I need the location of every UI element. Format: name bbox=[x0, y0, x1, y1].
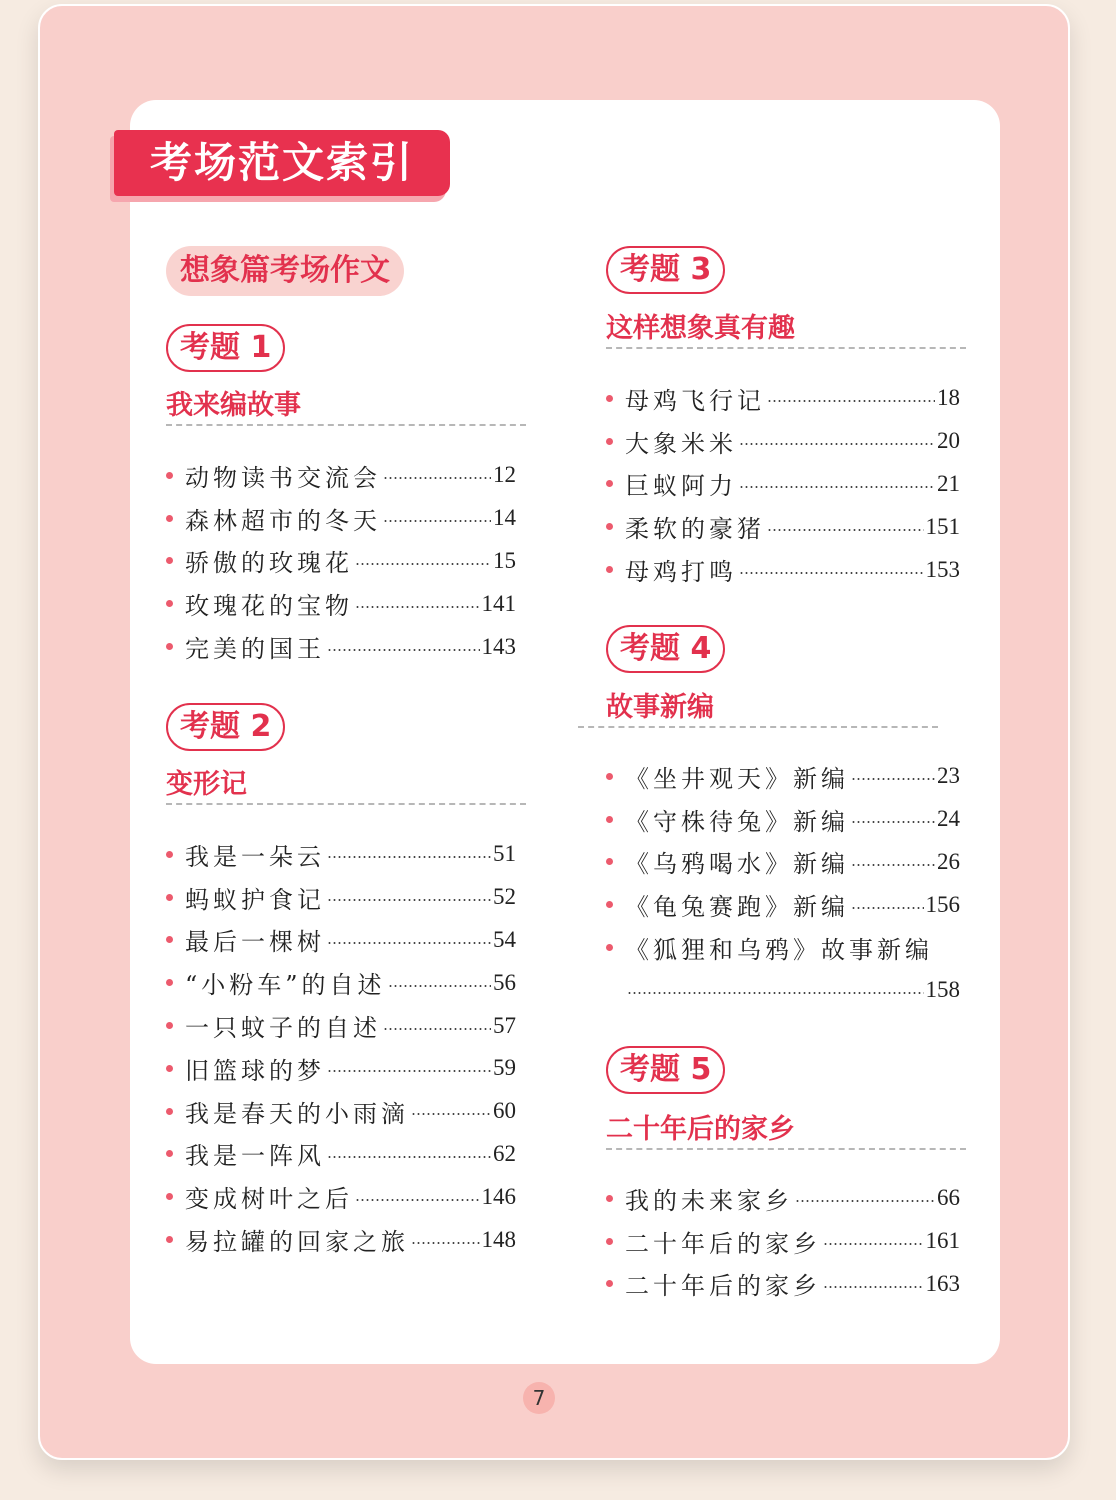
entry-page: 60 bbox=[493, 1098, 516, 1124]
entry-title: 我是春天的小雨滴 bbox=[185, 1099, 409, 1128]
bullet-icon bbox=[606, 1195, 613, 1202]
leader-dots bbox=[823, 1286, 924, 1288]
section-heading: 想象篇考场作文 bbox=[166, 246, 404, 296]
entry-page: 23 bbox=[937, 763, 960, 789]
toc-item[interactable] bbox=[166, 876, 516, 919]
entry-page: 141 bbox=[481, 590, 516, 616]
bullet-icon bbox=[166, 1108, 173, 1115]
entry-page: 59 bbox=[493, 1055, 516, 1081]
topic-2-list bbox=[166, 833, 516, 1261]
leader-dots bbox=[851, 778, 935, 780]
entry-title: 变成树叶之后 bbox=[185, 1185, 353, 1214]
entry-page: 54 bbox=[493, 926, 516, 952]
entry-title: 母鸡飞行记 bbox=[625, 386, 765, 415]
entry-page: 146 bbox=[481, 1183, 516, 1209]
entry-title: 《坐井观天》新编 bbox=[625, 764, 849, 793]
toc-item[interactable] bbox=[606, 926, 960, 969]
entry-title: 骄傲的玫瑰花 bbox=[185, 549, 353, 578]
bullet-icon bbox=[606, 523, 613, 530]
entry-page: 20 bbox=[937, 428, 960, 454]
toc-item[interactable] bbox=[606, 883, 960, 926]
bullet-icon bbox=[166, 472, 173, 479]
leader-dots bbox=[327, 942, 491, 944]
toc-item[interactable] bbox=[606, 1220, 960, 1263]
entry-page: 12 bbox=[493, 462, 516, 488]
toc-item[interactable] bbox=[606, 463, 960, 506]
entry-title: 我是一朵云 bbox=[185, 842, 325, 871]
entry-title: 《守株待兔》新编 bbox=[625, 807, 849, 836]
leader-dots bbox=[851, 864, 935, 866]
entry-title: 动物读书交流会 bbox=[185, 463, 381, 492]
topic-1-badge: 考题 1 bbox=[166, 324, 285, 372]
bullet-icon bbox=[166, 851, 173, 858]
bullet-icon bbox=[166, 979, 173, 986]
entry-page: 18 bbox=[937, 385, 960, 411]
entry-page: 24 bbox=[937, 806, 960, 832]
topic-3-subtitle: 这样想象真有趣 bbox=[606, 309, 966, 349]
bullet-icon bbox=[166, 515, 173, 522]
topic-4-subtitle: 故事新编 bbox=[578, 688, 938, 728]
leader-dots bbox=[851, 907, 924, 909]
bullet-icon bbox=[606, 395, 613, 402]
entry-title: 易拉罐的回家之旅 bbox=[185, 1228, 409, 1257]
bullet-icon bbox=[606, 1238, 613, 1245]
entry-title: 旧篮球的梦 bbox=[185, 1056, 325, 1085]
leader-dots bbox=[327, 856, 491, 858]
leader-dots bbox=[739, 443, 935, 445]
entry-page: 161 bbox=[925, 1228, 960, 1254]
entry-title: 森林超市的冬天 bbox=[185, 506, 381, 535]
entry-title: 我的未来家乡 bbox=[625, 1186, 793, 1215]
entry-page: 156 bbox=[925, 891, 960, 917]
entry-title: “小粉车”的自述 bbox=[185, 971, 386, 1000]
entry-title: 二十年后的家乡 bbox=[625, 1272, 821, 1301]
toc-item[interactable] bbox=[166, 1218, 516, 1261]
toc-item[interactable] bbox=[166, 1047, 516, 1090]
toc-item[interactable] bbox=[166, 1175, 516, 1218]
page-number: 7 bbox=[523, 1382, 555, 1414]
entry-page: 14 bbox=[493, 505, 516, 531]
leader-dots bbox=[355, 1199, 480, 1201]
entry-page: 52 bbox=[493, 884, 516, 910]
toc-item[interactable] bbox=[166, 454, 516, 497]
entry-page: 15 bbox=[493, 547, 516, 573]
bullet-icon bbox=[606, 438, 613, 445]
leader-dots bbox=[851, 821, 935, 823]
entry-page: 66 bbox=[937, 1185, 960, 1211]
topic-5-badge: 考题 5 bbox=[606, 1046, 725, 1094]
leader-dots bbox=[355, 563, 491, 565]
leader-dots bbox=[739, 486, 935, 488]
entry-title: 玫瑰花的宝物 bbox=[185, 592, 353, 621]
toc-item[interactable] bbox=[606, 505, 960, 548]
entry-title: 《乌鸦喝水》新编 bbox=[625, 850, 849, 879]
leader-dots bbox=[795, 1200, 935, 1202]
leader-dots bbox=[627, 992, 924, 994]
bullet-icon bbox=[606, 944, 613, 951]
leader-dots bbox=[327, 1070, 491, 1072]
topic-4-list bbox=[606, 755, 960, 1012]
toc-item[interactable] bbox=[166, 1004, 516, 1047]
topic-3-badge: 考题 3 bbox=[606, 246, 725, 294]
entry-page: 26 bbox=[937, 848, 960, 874]
bullet-icon bbox=[166, 1065, 173, 1072]
toc-item[interactable] bbox=[606, 841, 960, 884]
leader-dots bbox=[327, 649, 480, 651]
toc-item[interactable] bbox=[166, 540, 516, 583]
toc-item-continuation[interactable] bbox=[606, 969, 960, 1012]
leader-dots bbox=[767, 400, 935, 402]
leader-dots bbox=[383, 520, 491, 522]
bullet-icon bbox=[606, 773, 613, 780]
toc-item[interactable] bbox=[606, 1263, 960, 1306]
topic-1-list bbox=[166, 454, 516, 668]
bullet-icon bbox=[606, 1280, 613, 1287]
bullet-icon bbox=[606, 566, 613, 573]
leader-dots bbox=[823, 1243, 924, 1245]
toc-item[interactable] bbox=[166, 919, 516, 962]
bullet-icon bbox=[606, 480, 613, 487]
entry-page: 163 bbox=[925, 1270, 960, 1296]
bullet-icon bbox=[166, 1150, 173, 1157]
entry-title: 二十年后的家乡 bbox=[625, 1229, 821, 1258]
entry-page: 151 bbox=[925, 513, 960, 539]
toc-item[interactable] bbox=[606, 377, 960, 420]
toc-item[interactable] bbox=[166, 1133, 516, 1176]
leader-dots bbox=[739, 572, 924, 574]
entry-page: 21 bbox=[937, 470, 960, 496]
entry-title: 大象米米 bbox=[625, 429, 737, 458]
bullet-icon bbox=[166, 936, 173, 943]
leader-dots bbox=[327, 899, 491, 901]
entry-page: 57 bbox=[493, 1012, 516, 1038]
bullet-icon bbox=[166, 894, 173, 901]
toc-item[interactable] bbox=[606, 548, 960, 591]
topic-2-subtitle: 变形记 bbox=[166, 765, 526, 805]
entry-title: 最后一棵树 bbox=[185, 928, 325, 957]
entry-title: 母鸡打鸣 bbox=[625, 558, 737, 587]
leader-dots bbox=[327, 1156, 491, 1158]
leader-dots bbox=[767, 529, 924, 531]
index-title: 考场范文索引 bbox=[114, 130, 450, 196]
toc-item[interactable] bbox=[166, 833, 516, 876]
bullet-icon bbox=[166, 1193, 173, 1200]
toc-item[interactable] bbox=[606, 420, 960, 463]
bullet-icon bbox=[166, 643, 173, 650]
entry-title: 《狐狸和乌鸦》故事新编 bbox=[625, 936, 933, 965]
entry-title: 《龟兔赛跑》新编 bbox=[625, 893, 849, 922]
entry-title: 柔软的豪猪 bbox=[625, 515, 765, 544]
toc-item[interactable] bbox=[606, 755, 960, 798]
entry-title: 巨蚁阿力 bbox=[625, 472, 737, 501]
entry-page: 148 bbox=[481, 1226, 516, 1252]
toc-item[interactable] bbox=[606, 798, 960, 841]
leader-dots bbox=[411, 1242, 480, 1244]
topic-2-badge: 考题 2 bbox=[166, 703, 285, 751]
entry-page: 153 bbox=[925, 556, 960, 582]
toc-item[interactable] bbox=[166, 625, 516, 668]
toc-item[interactable] bbox=[166, 582, 516, 625]
topic-5-subtitle: 二十年后的家乡 bbox=[606, 1110, 966, 1150]
entry-title: 一只蚊子的自述 bbox=[185, 1014, 381, 1043]
bullet-icon bbox=[166, 1236, 173, 1243]
leader-dots bbox=[383, 477, 491, 479]
topic-5-list bbox=[606, 1177, 960, 1305]
entry-title: 我是一阵风 bbox=[185, 1142, 325, 1171]
leader-dots bbox=[411, 1113, 491, 1115]
entry-title: 完美的国王 bbox=[185, 635, 325, 664]
toc-item[interactable] bbox=[166, 497, 516, 540]
bullet-icon bbox=[166, 600, 173, 607]
entry-title: 蚂蚁护食记 bbox=[185, 885, 325, 914]
topic-4-badge: 考题 4 bbox=[606, 625, 725, 673]
leader-dots bbox=[355, 606, 480, 608]
entry-page: 158 bbox=[925, 977, 960, 1003]
toc-item[interactable] bbox=[606, 1177, 960, 1220]
bullet-icon bbox=[166, 557, 173, 564]
topic-3-list bbox=[606, 377, 960, 591]
leader-dots bbox=[388, 985, 491, 987]
entry-page: 51 bbox=[493, 841, 516, 867]
leader-dots bbox=[383, 1028, 491, 1030]
toc-item[interactable] bbox=[166, 961, 516, 1004]
toc-item[interactable] bbox=[166, 1090, 516, 1133]
entry-page: 143 bbox=[481, 633, 516, 659]
bullet-icon bbox=[606, 858, 613, 865]
entry-page: 62 bbox=[493, 1140, 516, 1166]
entry-page: 56 bbox=[493, 969, 516, 995]
topic-1-subtitle: 我来编故事 bbox=[166, 386, 526, 426]
bullet-icon bbox=[606, 816, 613, 823]
bullet-icon bbox=[166, 1022, 173, 1029]
bullet-icon bbox=[606, 901, 613, 908]
